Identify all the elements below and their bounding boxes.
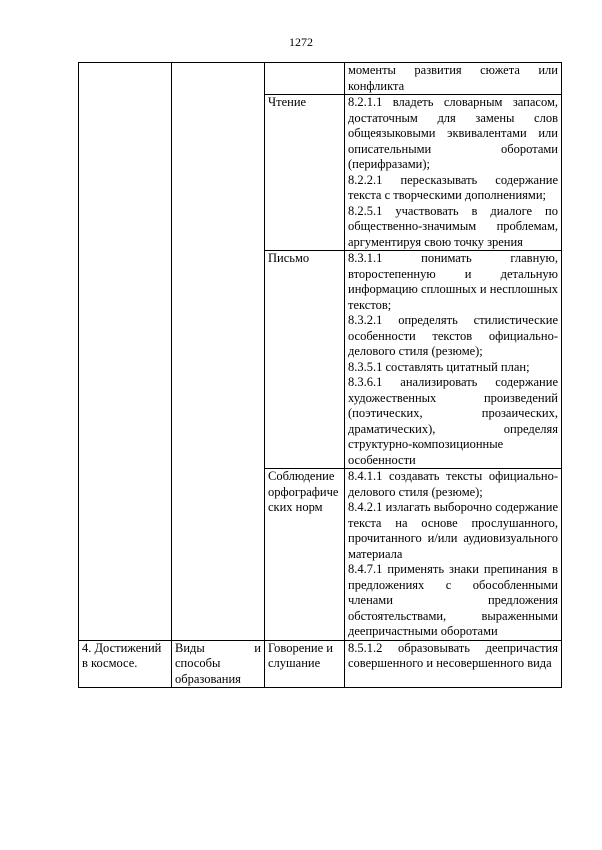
requirements-cell — [345, 63, 562, 95]
section-cell — [79, 63, 172, 641]
requirement-text: 8.3.6.1 анализировать содержание художественных произведений (поэтических, прозаических, драматических), определяя структурно-композиционные особенности — [348, 375, 558, 467]
section-cell: 4. Достижений в космосе. — [79, 640, 172, 688]
table-row — [79, 640, 562, 688]
table-row — [79, 63, 562, 95]
curriculum-table — [78, 62, 562, 688]
requirements-cell — [345, 469, 562, 641]
requirements-cell — [345, 251, 562, 469]
requirement-text: 8.2.1.1 владеть словарным запасом, достаточным для замены слов общеязыковыми эквивалентами или описательными оборотами (перифразами); — [348, 95, 558, 171]
requirements-cell — [345, 640, 562, 688]
requirement-text: 8.3.2.1 определять стилистические особенности текстов официально-делового стиля (резюме); — [348, 313, 558, 358]
skill-cell — [265, 63, 345, 95]
skill-cell: Чтение — [265, 95, 345, 251]
requirement-text: моменты развития сюжета или конфликта — [348, 63, 558, 93]
requirements-cell — [345, 95, 562, 251]
requirement-text: 8.3.1.1 понимать главную, второстепенную и детальную информацию сплошных и несплошных текстов; — [348, 251, 558, 312]
requirement-text: 8.4.1.1 создавать тексты официально-делового стиля (резюме); — [348, 469, 558, 499]
page-number: 1272 — [289, 35, 313, 49]
skill-cell: Говорение и слушание — [265, 640, 345, 688]
requirement-text: 8.5.1.2 образовывать деепричастия совершенного и несовершенного вида — [348, 640, 558, 670]
skill-cell: Соблюдение орфографических норм — [265, 469, 345, 641]
topic-cell: Виды и способы образования — [172, 640, 265, 688]
requirement-text: 8.2.5.1 участвовать в диалоге по общественно-значимым проблемам, аргументируя свою точку зрения — [348, 203, 558, 249]
requirement-text: 8.3.5.1 составлять цитатный план; — [348, 359, 530, 374]
topic-cell — [172, 63, 265, 641]
requirement-text: 8.4.7.1 применять знаки препинания в предложениях с обособленными членами предложения обстоятельствами, выраженными деепричастными оборотами — [348, 562, 558, 638]
requirement-text: 8.2.2.1 пересказывать содержание текста с творческими дополнениями; — [348, 172, 558, 202]
skill-cell: Письмо — [265, 251, 345, 469]
requirement-text: 8.4.2.1 излагать выборочно содержание текста на основе прослушанного, прочитанного и/или аудиовизуального материала — [348, 500, 558, 561]
